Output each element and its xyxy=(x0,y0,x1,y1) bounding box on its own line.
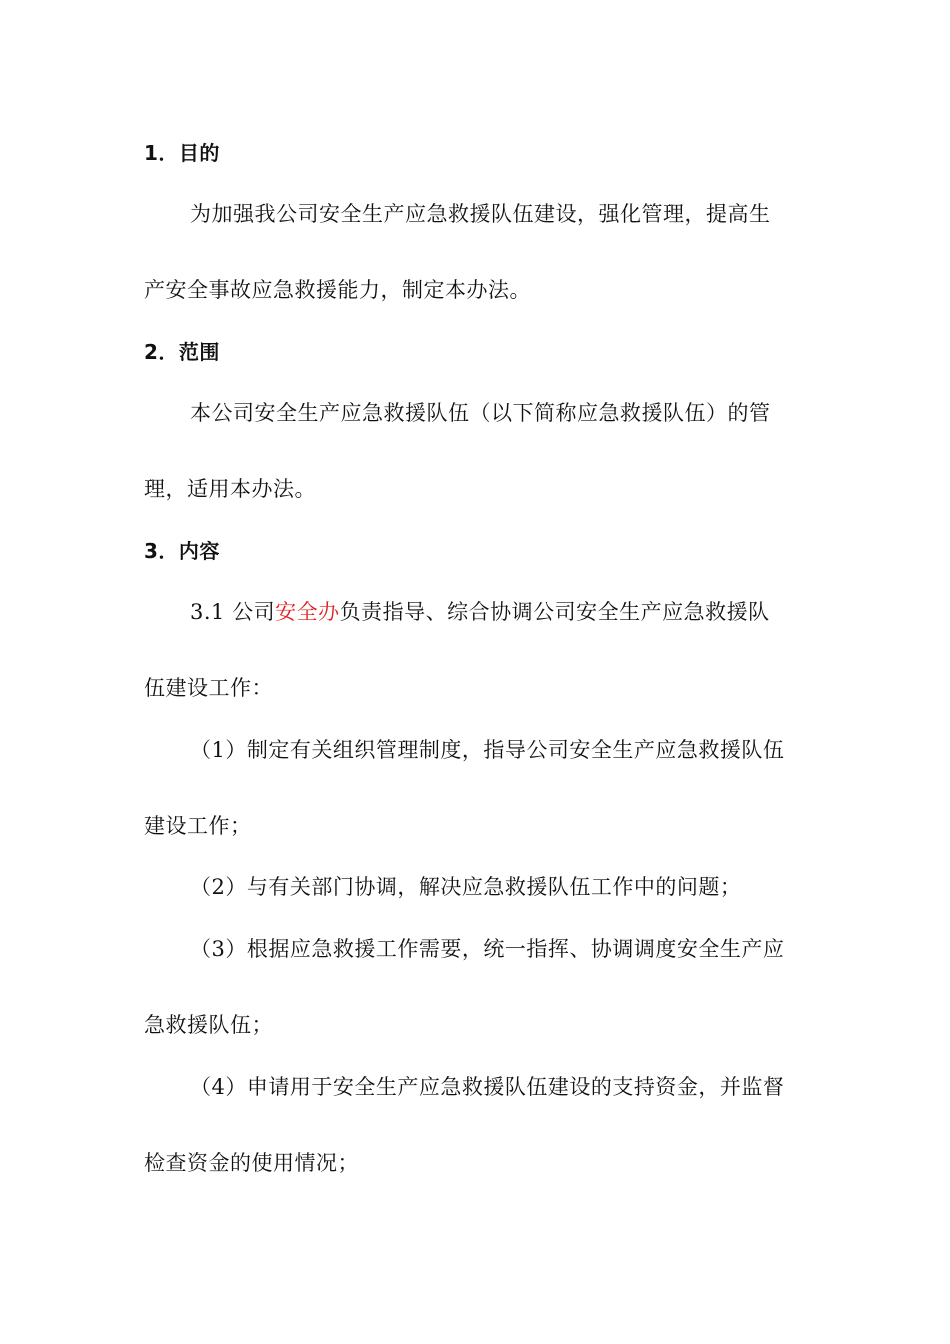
list-item: （3）根据应急救援工作需要，统一指挥、协调调度安全生产应 xyxy=(190,937,785,961)
section-heading-content: 3．内容 xyxy=(144,539,220,563)
list-item-continuation: 检查资金的使用情况； xyxy=(144,1151,359,1175)
paragraph-line: 本公司安全生产应急救援队伍（以下简称应急救援队伍）的管 xyxy=(190,401,771,425)
section-heading-scope: 2．范围 xyxy=(144,340,220,364)
paragraph-line: 为加强我公司安全生产应急救援队伍建设，强化管理，提高生 xyxy=(190,202,771,226)
item-3-1-suffix: 负责指导、综合协调公司安全生产应急救援队 xyxy=(339,600,770,624)
item-3-1-line xyxy=(190,598,770,626)
paragraph-line: 理，适用本办法。 xyxy=(144,477,316,501)
list-item: （2）与有关部门协调，解决应急救援队伍工作中的问题； xyxy=(190,875,742,899)
section-heading-purpose: 1．目的 xyxy=(144,141,220,165)
list-item-continuation: 急救援队伍； xyxy=(144,1013,273,1037)
list-item: （4）申请用于安全生产应急救援队伍建设的支持资金，并监督 xyxy=(190,1075,785,1099)
paragraph-line: 产安全事故应急救援能力，制定本办法。 xyxy=(144,278,531,302)
list-item-continuation: 建设工作； xyxy=(144,814,252,838)
paragraph-line: 伍建设工作： xyxy=(144,676,273,700)
item-3-1-prefix: 3.1 公司 xyxy=(190,600,276,624)
highlighted-safety-office: 安全办 xyxy=(275,600,340,624)
list-item: （1）制定有关组织管理制度，指导公司安全生产应急救援队伍 xyxy=(190,738,785,762)
